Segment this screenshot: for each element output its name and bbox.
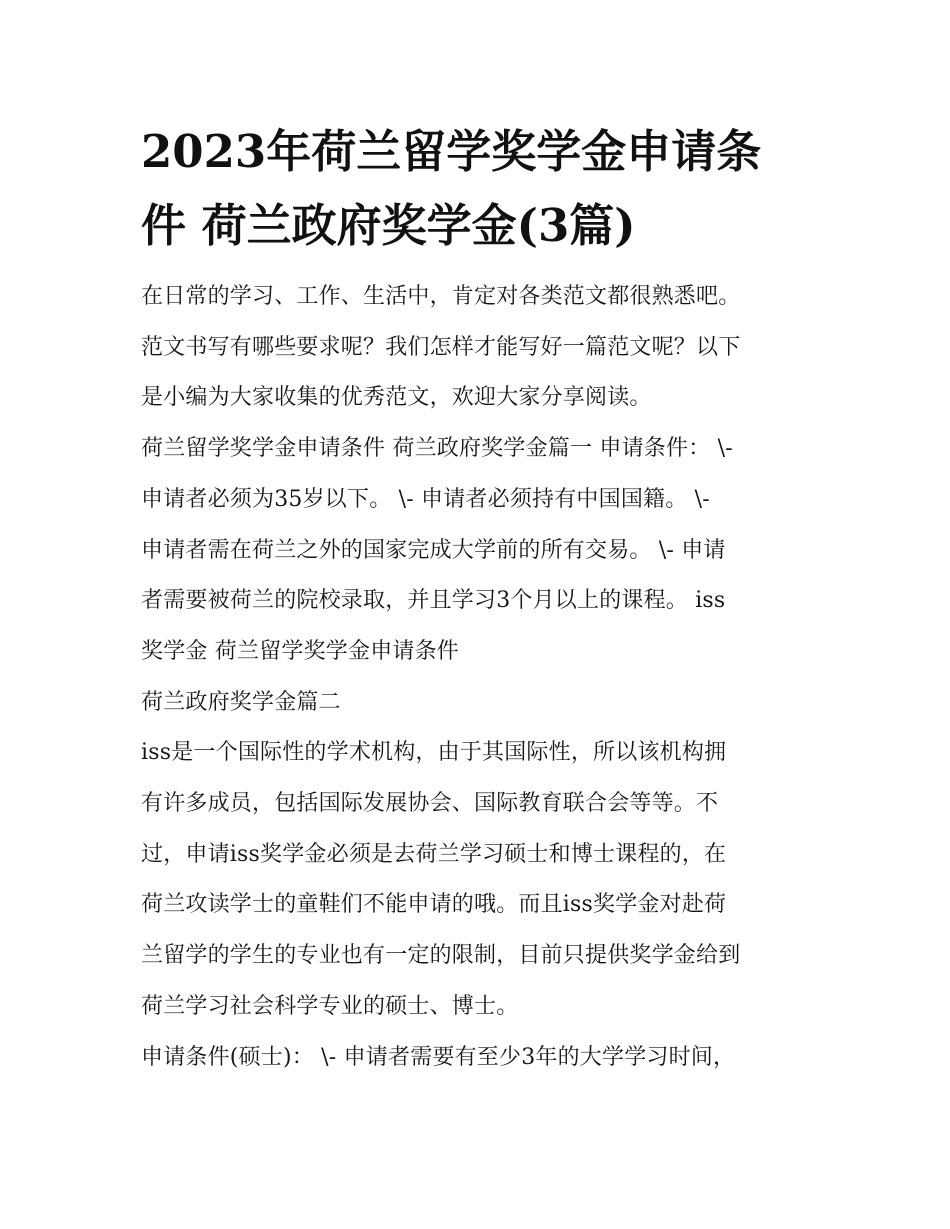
document-body bbox=[141, 272, 821, 1083]
document-page bbox=[141, 115, 821, 1083]
text-line: 有许多成员，包括国际发展协会、国际教育联合会等等。不 bbox=[141, 791, 719, 817]
text-line: 过，申请iss奖学金必须是去荷兰学习硕士和博士课程的，在 bbox=[141, 841, 727, 867]
master-requirements-paragraph bbox=[141, 1033, 821, 1084]
text-line: 奖学金 荷兰留学奖学金申请条件 bbox=[141, 638, 459, 664]
intro-paragraph bbox=[141, 272, 821, 424]
text-line: 是小编为大家收集的优秀范文，欢迎大家分享阅读。 bbox=[141, 385, 652, 411]
iss-description-paragraph bbox=[141, 728, 821, 1032]
text-line: 荷兰留学奖学金申请条件 荷兰政府奖学金篇一 申请条件： \- bbox=[141, 436, 733, 462]
text-line: 申请者需在荷兰之外的国家完成大学前的所有交易。 \- 申请 bbox=[141, 537, 726, 563]
text-line: 荷兰学习社会科学专业的硕士、博士。 bbox=[141, 993, 519, 1019]
text-line: iss是一个国际性的学术机构，由于其国际性，所以该机构拥 bbox=[141, 740, 727, 766]
text-line: 者需要被荷兰的院校录取，并且学习3个月以上的课程。 iss bbox=[141, 588, 726, 614]
text-line: 兰留学的学生的专业也有一定的限制，目前只提供奖学金给到 bbox=[141, 943, 741, 969]
text-line: 在日常的学习、工作、生活中，肯定对各类范文都很熟悉吧。 bbox=[141, 284, 741, 309]
text-line: 荷兰攻读学士的童鞋们不能申请的哦。而且iss奖学金对赴荷 bbox=[141, 892, 727, 918]
text-line: 申请者必须为35岁以下。 \- 申请者必须持有中国国籍。 \- bbox=[141, 486, 710, 512]
text-line: 荷兰政府奖学金篇二 bbox=[141, 689, 341, 715]
document-title bbox=[141, 115, 821, 263]
text-line: 申请条件(硕士)： \- 申请者需要有至少3年的大学学习时间， bbox=[141, 1044, 736, 1070]
section-two-heading bbox=[141, 678, 821, 729]
text-line: 范文书写有哪些要求呢？我们怎样才能写好一篇范文呢？以下 bbox=[141, 334, 741, 360]
section-one-paragraph bbox=[141, 424, 821, 678]
title-line: 2023年荷兰留学奖学金申请条 bbox=[141, 125, 762, 178]
title-line: 件 荷兰政府奖学金(3篇) bbox=[141, 199, 636, 252]
